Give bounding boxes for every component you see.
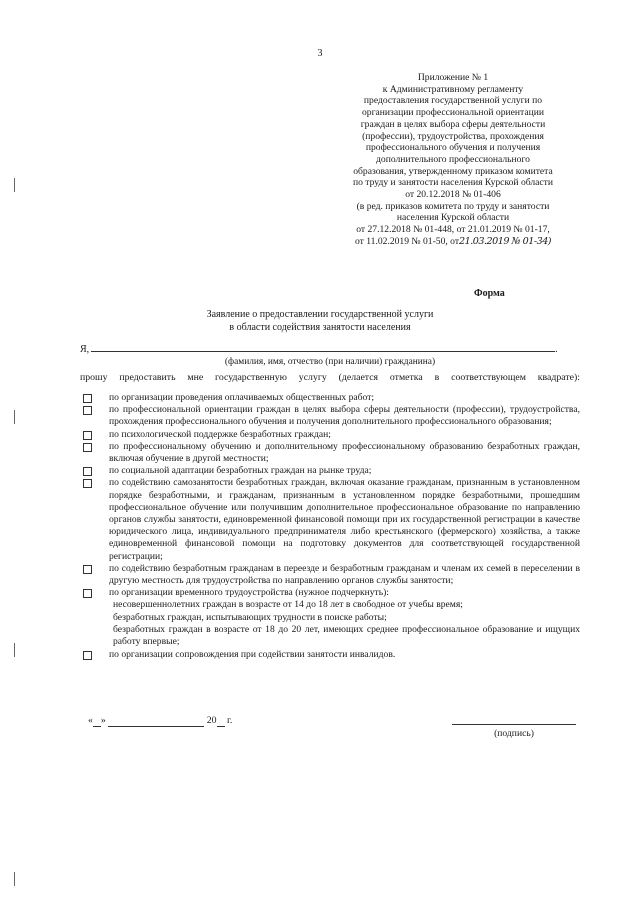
date-close-quote: » [100, 715, 106, 726]
date-month-field[interactable] [108, 715, 204, 727]
option-label: по социальной адаптации безработных граждан на рынке труда; [109, 465, 372, 477]
option-social-adaptation [80, 465, 580, 477]
appendix-line: населения Курской области [396, 212, 510, 224]
applicant-line [80, 342, 580, 355]
request-text: прошу предоставить мне государственную услугу (делается отметка в соответствующем квадрате): [80, 372, 580, 383]
option-temporary-employment [80, 587, 580, 599]
option-checkbox[interactable] [83, 479, 92, 488]
appendix-line: образования, утвержденному приказом комитета [353, 165, 553, 177]
scan-margin-mark [14, 410, 15, 424]
option-checkbox[interactable] [83, 651, 92, 660]
appendix-line: по труду и занятости населения Курской области [352, 177, 554, 189]
option-label: по содействию безработным гражданам в переезде и безработным гражданам и членам их семей в переселении в другую местность для трудоустройства по направлению органов службы занятости; [109, 562, 580, 587]
temp-employment-sub-option[interactable]: безработных граждан в возрасте от 18 до 20 лет, имеющих среднее профессиональное образование и ищущих работу впервые; [113, 623, 580, 648]
signature-label: (подпись) [494, 728, 534, 739]
option-disabled-support [80, 649, 580, 661]
appendix-line: граждан в целях выбора сферы деятельности [360, 118, 546, 130]
handwritten-amendment: 21.03.2019 № 01-34) [459, 235, 552, 247]
date-year-prefix: 20 [206, 715, 217, 726]
appendix-line: профессионального обучения и получения [365, 142, 541, 154]
appendix-header [322, 72, 584, 248]
appendix-line: дополнительного профессионального [376, 153, 530, 165]
date-field [88, 715, 232, 727]
date-suffix: г. [226, 715, 233, 726]
fio-hint: (фамилия, имя, отчество (при наличии) гражданина) [224, 357, 436, 367]
appendix-last-prefix: от 11.02.2019 № 01-50, от [354, 235, 460, 247]
option-checkbox[interactable] [83, 589, 92, 598]
option-checkbox[interactable] [83, 467, 92, 476]
temp-employment-sub-option[interactable]: безработных граждан, испытывающих трудности в поиске работы; [113, 611, 387, 623]
appendix-line: от 20.12.2018 № 01-406 [405, 189, 501, 201]
form-title [120, 308, 520, 334]
appendix-line: (профессии), трудоустройства, прохождения [362, 130, 544, 142]
option-checkbox[interactable] [83, 431, 92, 440]
scan-margin-mark [14, 178, 15, 192]
option-psychological-support [80, 429, 580, 441]
option-checkbox[interactable] [83, 394, 92, 403]
form-title-line: в области содействия занятости населения [229, 322, 411, 333]
page-number: 3 [317, 48, 323, 59]
scan-margin-mark [14, 872, 15, 886]
temp-employment-sub-option[interactable]: несовершеннолетних граждан в возрасте от 14 до 18 лет в свободное от учебы время; [113, 599, 463, 611]
appendix-line: к Административному регламенту [382, 83, 524, 95]
date-year-field[interactable] [217, 715, 225, 727]
date-day-field[interactable] [93, 715, 101, 727]
form-title-line: Заявление о предоставлении государственной услуги [206, 309, 434, 320]
option-vocational-training [80, 441, 580, 465]
option-label: по содействию самозанятости безработных граждан, включая оказание гражданам, признанным в установленном порядке безработными, и гражданам, признанным в установленном порядке безработными, прошедшим профессиональное обучение или получившим дополнительное профессиональное образование по направлению органов службы занятости, единовременной финансовой помощи при их государственной регистрации в качестве юридического лица, индивидуального предпринимателя либо крестьянского (фермерского) хозяйства, а также единовременной финансовой помощи на подготовку документов для соответствующей государственной регистрации; [109, 477, 580, 562]
option-label: по психологической поддержке безработных граждан; [109, 428, 331, 440]
option-self-employment [80, 477, 580, 562]
option-career-guidance [80, 404, 580, 428]
option-label: по профессиональной ориентации граждан в целях выбора сферы деятельности (профессии), трудоустройства, прохождения профессионального обучения и получения дополнительного профессионального образования; [109, 404, 580, 428]
signature-field[interactable] [452, 724, 576, 725]
appendix-line: (в ред. приказов комитета по труду и занятости [356, 200, 550, 212]
applicant-name-field[interactable] [91, 342, 555, 352]
option-checkbox[interactable] [83, 406, 92, 415]
appendix-line: организации профессиональной ориентации [362, 107, 544, 119]
date-open-quote: « [88, 715, 93, 726]
form-label: Форма [474, 288, 505, 299]
applicant-prefix: Я, [80, 344, 90, 355]
option-checkbox[interactable] [83, 565, 92, 574]
option-label: по организации проведения оплачиваемых общественных работ; [109, 392, 375, 403]
scan-margin-mark [14, 643, 15, 657]
appendix-line: от 27.12.2018 № 01-448, от 21.01.2019 № 01-17, [356, 224, 550, 236]
appendix-last-line [322, 236, 584, 248]
service-options-list [80, 392, 580, 661]
option-label: по профессиональному обучению и дополнительному профессиональному образованию безработных граждан, включая обучение в другой местности; [109, 440, 580, 465]
applicant-suffix: . [555, 344, 558, 355]
option-public-works [80, 392, 580, 404]
option-relocation [80, 563, 580, 587]
appendix-line: предоставления государственной услуги по [363, 95, 543, 107]
option-label: по организации сопровождения при содействии занятости инвалидов. [109, 649, 396, 661]
option-label: по организации временного трудоустройства (нужное подчеркнуть): [109, 587, 389, 599]
option-checkbox[interactable] [83, 443, 92, 452]
appendix-line: Приложение № 1 [417, 72, 489, 83]
